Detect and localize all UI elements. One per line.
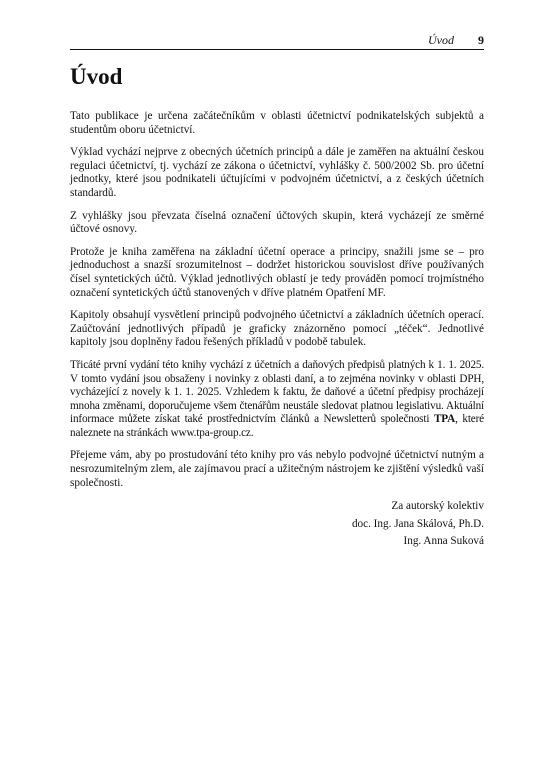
tpa-brand: TPA (433, 413, 456, 426)
body-text (70, 110, 484, 553)
header-rule (70, 49, 484, 50)
paragraph-account-groups: Z vyhlášky jsou převzata číselná označení účtových skupin, která vycházejí ze směrné účtové osnovy. (70, 209, 484, 236)
signature-block (70, 500, 484, 549)
signature-author-2: Ing. Anna Suková (403, 535, 484, 548)
paragraph-intro: Tato publikace je určena začátečníkům v oblasti účetnictví podnikatelských subjektů a studentům oboru účetnictví. (70, 110, 484, 136)
page-number: 9 (478, 33, 484, 47)
paragraph-closing: Přejeme vám, aby po prostudování této knihy pro vás nebylo podvojné účetnictví nutným a nesrozumitelným zlem, ale zajímavou prací a užitečným nástrojem ke zjištění výsledků vaší společnosti. (70, 449, 484, 489)
chapter-title: Úvod (70, 64, 123, 89)
edition-note-tail: , které naleznete na stránkách www.tpa-group.cz. (70, 413, 484, 439)
signature-author-1: doc. Ing. Jana Skálová, Ph.D. (351, 517, 484, 530)
paragraph-edition-note (70, 359, 484, 441)
edition-note-text: Třicáté první vydání této knihy vychází z účetních a daňových předpisů platných k 1. 1. 2025. V tomto vydání jsou obsaženy i novinky z oblasti daní, a to zejména novinky v oblasti DPH, vycházející z novely k 1. 1. 2025. Vzhledem k faktu, že daňové a účetní předpisy procházejí mnoha změnami, doporučujeme všem čtenářům neustále sledovat platnou legislativu. Aktuální informace můžete získat také prostřednictvím článků a Newsletterů společnosti (70, 358, 484, 426)
running-header-section: Úvod (428, 33, 454, 47)
paragraph-chapters: Kapitoly obsahují vysvětlení principů podvojného účetnictví a základních účetních operací. Zaúčtování jednotlivých případů je graficky znázorněno pomocí „téček“. Jednotlivé kapitoly jsou doplněny řadou řešených příkladů v podobě tabulek. (70, 309, 484, 349)
signature-collective: Za autorský kolektiv (391, 500, 484, 513)
paragraph-regulation: Výklad vychází nejprve z obecných účetních principů a dále je zaměřen na aktuální českou regulaci účetnictví, tj. vychází ze zákona o účetnictví, vyhlášky č. 500/2002 Sb. pro účetní jednotky, které jsou podnikateli účtujícími v podvojném účetnictví, a z českých účetních standardů. (70, 146, 484, 199)
running-header (70, 33, 484, 48)
paragraph-synthetic-accounts: Protože je kniha zaměřena na základní účetní operace a principy, snažili jsme se – pro jednoduchost a snazší srozumitelnost – dodržet historickou souvislost dříve používaných čísel syntetických účtů. Výklad jednotlivých oblastí je tedy prováděn pomocí trojmístného označení syntetických účtů stanovených v dříve platném Opatření MF. (70, 245, 484, 299)
